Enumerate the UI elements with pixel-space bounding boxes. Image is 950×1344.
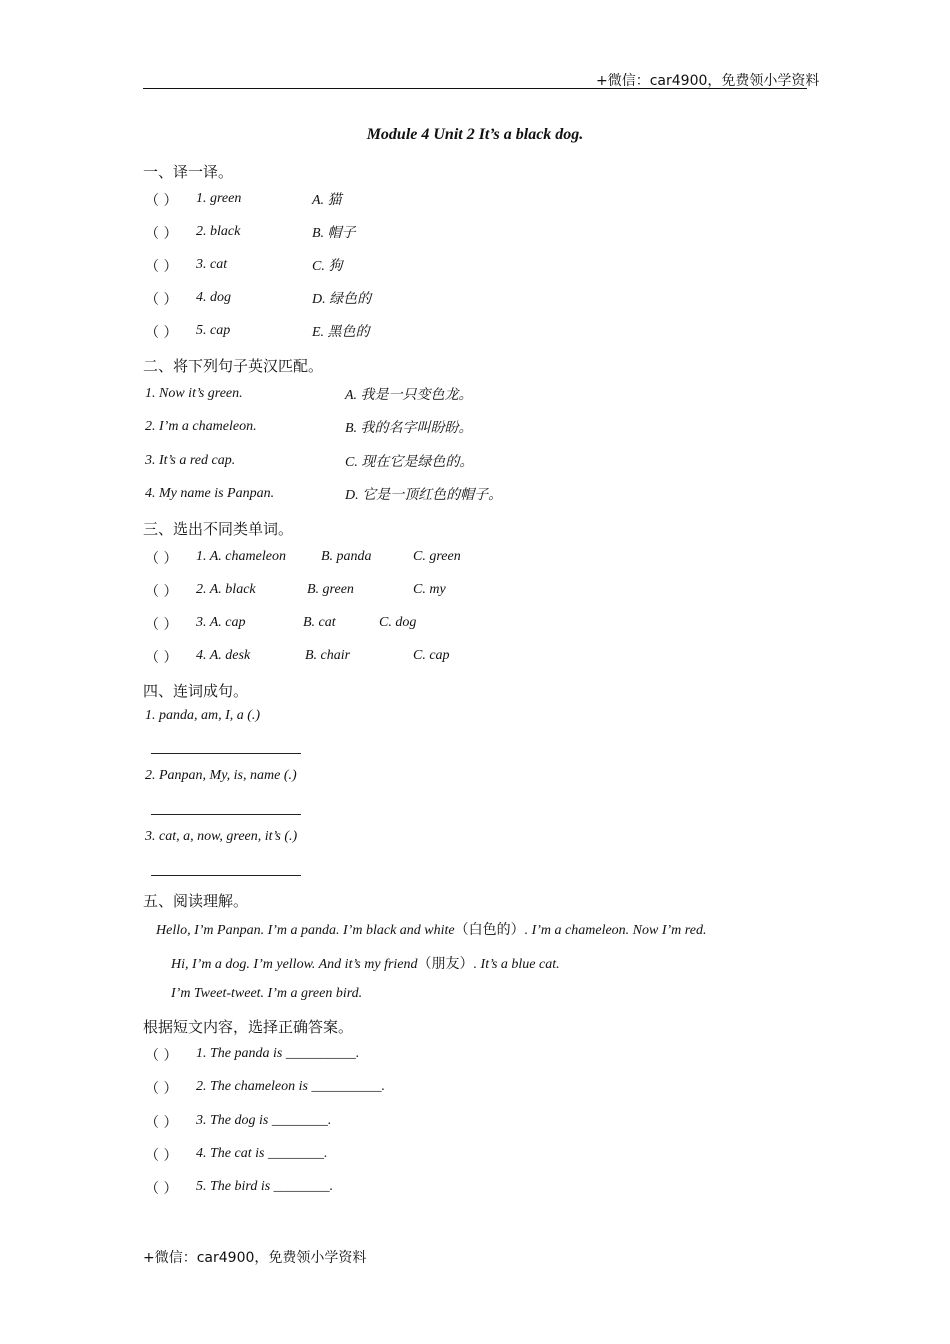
- reading-instruction: 根据短文内容，选择正确答案。: [143, 1018, 354, 1036]
- s3-option-b: B. cat: [303, 615, 336, 630]
- answer-paren: （ ）: [145, 325, 178, 341]
- header-note: +微信：car4900，免费领小学资料: [596, 73, 820, 89]
- s3-option-a: 4. A. desk: [196, 648, 251, 663]
- s3-option-a: 3. A. cap: [196, 615, 246, 630]
- s1-item-right: C. 狗: [312, 259, 343, 274]
- answer-paren: （ ）: [145, 292, 178, 308]
- reading-paragraph-1: Hello, I’m Panpan. I’m a panda. I’m black and white（白色的）. I’m a chameleon. Now I’m red.: [156, 922, 707, 938]
- reading-question: 4. The cat is ________.: [196, 1146, 328, 1161]
- s3-option-c: C. my: [413, 582, 446, 597]
- answer-paren: （ ）: [145, 1081, 178, 1097]
- answer-paren: （ ）: [145, 1048, 178, 1064]
- reading-question: 5. The bird is ________.: [196, 1179, 334, 1194]
- s4-prompt: 3. cat, a, now, green, it’s (.): [145, 829, 298, 844]
- s2-item-right: A. 我是一只变色龙。: [345, 388, 473, 403]
- s3-option-b: B. green: [307, 582, 354, 597]
- s1-item-right: E. 黑色的: [312, 325, 370, 340]
- answer-paren: （ ）: [145, 551, 178, 567]
- section-5-heading: 五、阅读理解。: [143, 892, 249, 910]
- s1-item-left: 3. cat: [196, 257, 228, 272]
- s3-option-c: C. cap: [413, 648, 450, 663]
- answer-line: [151, 814, 301, 815]
- reading-question: 3. The dog is ________.: [196, 1113, 332, 1128]
- reading-question: 2. The chameleon is __________.: [196, 1079, 385, 1094]
- s2-item-right: C. 现在它是绿色的。: [345, 455, 474, 470]
- reading-paragraph-3: I’m Tweet-tweet. I’m a green bird.: [171, 986, 363, 1001]
- s1-item-left: 5. cap: [196, 323, 231, 338]
- s3-option-a: 2. A. black: [196, 582, 256, 597]
- s3-option-b: B. chair: [305, 648, 351, 663]
- s2-item-left: 2. I’m a chameleon.: [145, 419, 257, 434]
- answer-paren: （ ）: [145, 1148, 178, 1164]
- s1-item-right: D. 绿色的: [312, 292, 372, 307]
- answer-paren: （ ）: [145, 584, 178, 600]
- s3-option-b: B. panda: [321, 549, 372, 564]
- s4-prompt: 1. panda, am, I, a (.): [145, 708, 261, 723]
- s2-item-right: D. 它是一顶红色的帽子。: [345, 488, 503, 503]
- answer-line: [151, 753, 301, 754]
- header-rule: [143, 88, 807, 89]
- s1-item-right: B. 帽子: [312, 226, 356, 241]
- s4-prompt: 2. Panpan, My, is, name (.): [145, 768, 297, 783]
- s2-item-left: 4. My name is Panpan.: [145, 486, 275, 501]
- answer-paren: （ ）: [145, 193, 178, 209]
- answer-paren: （ ）: [145, 1181, 178, 1197]
- s1-item-right: A. 猫: [312, 193, 342, 208]
- s2-item-right: B. 我的名字叫盼盼。: [345, 421, 473, 436]
- s3-option-c: C. green: [413, 549, 461, 564]
- s2-item-left: 1. Now it’s green.: [145, 386, 243, 401]
- s1-item-left: 2. black: [196, 224, 241, 239]
- page-title: Module 4 Unit 2 It’s a black dog.: [366, 126, 584, 143]
- answer-paren: （ ）: [145, 650, 178, 666]
- s3-option-a: 1. A. chameleon: [196, 549, 286, 564]
- reading-question: 1. The panda is __________.: [196, 1046, 360, 1061]
- answer-paren: （ ）: [145, 1115, 178, 1131]
- answer-paren: （ ）: [145, 617, 178, 633]
- s1-item-left: 1. green: [196, 191, 242, 206]
- answer-paren: （ ）: [145, 226, 178, 242]
- section-3-heading: 三、选出不同类单词。: [143, 520, 294, 538]
- answer-line: [151, 875, 301, 876]
- s2-item-left: 3. It’s a red cap.: [145, 453, 236, 468]
- footer-note: +微信：car4900，免费领小学资料: [143, 1250, 367, 1266]
- section-4-heading: 四、连词成句。: [143, 682, 249, 700]
- answer-paren: （ ）: [145, 259, 178, 275]
- section-2-heading: 二、将下列句子英汉匹配。: [143, 357, 324, 375]
- reading-paragraph-2: Hi, I’m a dog. I’m yellow. And it’s my friend（朋友）. It’s a blue cat.: [171, 956, 560, 972]
- s3-option-c: C. dog: [379, 615, 417, 630]
- s1-item-left: 4. dog: [196, 290, 231, 305]
- section-1-heading: 一、译一译。: [143, 163, 234, 181]
